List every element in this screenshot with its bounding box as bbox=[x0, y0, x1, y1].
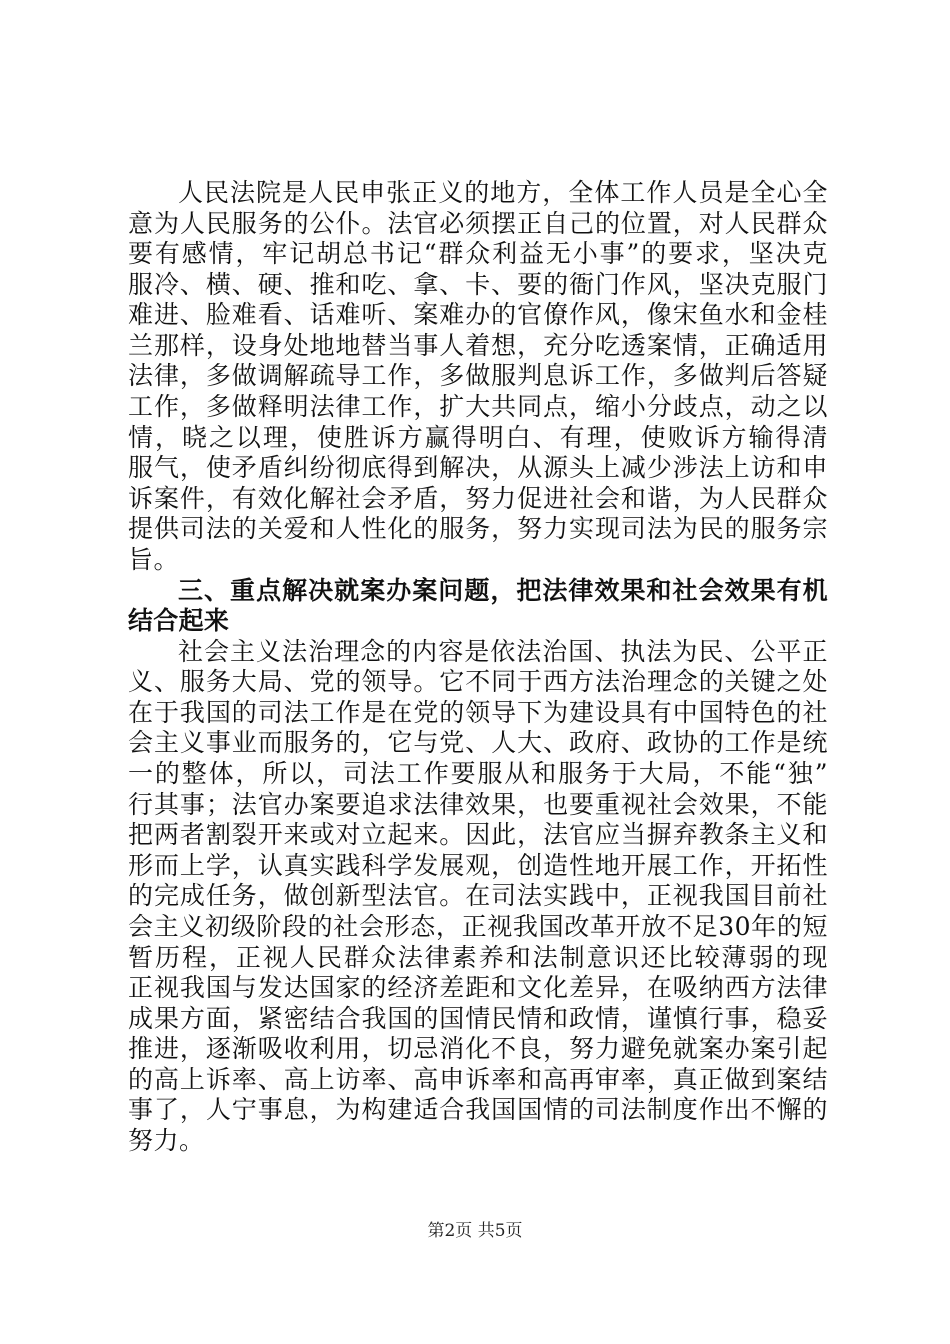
paragraph2-line: 推进，逐渐吸收利用，切忌消化不良，努力避免就案办案引起 bbox=[128, 1034, 828, 1064]
paragraph2-line: 事了，人宁事息，为构建适合我国国情的司法制度作出不懈的 bbox=[128, 1095, 828, 1125]
paragraph2-line: 正视我国与发达国家的经济差距和文化差异，在吸纳西方法律 bbox=[128, 973, 828, 1003]
paragraph1-line: 意为人民服务的公仆。法官必须摆正自己的位置，对人民群众 bbox=[128, 208, 828, 238]
paragraph1-line: 难进、脸难看、话难听、案难办的官僚作风，像宋鱼水和金桂 bbox=[128, 300, 828, 330]
paragraph2-line: 成果方面，紧密结合我国的国情民情和政情，谨慎行事，稳妥 bbox=[128, 1003, 828, 1033]
paragraph2-line: 形而上学，认真实践科学发展观，创造性地开展工作，开拓性 bbox=[128, 850, 828, 880]
paragraph2-line: 把两者割裂开来或对立起来。因此，法官应当摒弃教条主义和 bbox=[128, 820, 828, 850]
section-heading: 结合起来 bbox=[128, 606, 230, 636]
paragraph1-line: 服气，使矛盾纠纷彻底得到解决，从源头上减少涉法上访和申 bbox=[128, 453, 828, 483]
paragraph1-line: 法律，多做调解疏导工作，多做服判息诉工作，多做判后答疑 bbox=[128, 361, 828, 391]
paragraph2-line: 会主义事业而服务的，它与党、人大、政府、政协的工作是统 bbox=[128, 728, 828, 758]
paragraph1-line: 诉案件，有效化解社会矛盾，努力促进社会和谐，为人民群众 bbox=[128, 483, 828, 513]
paragraph2-line: 行其事；法官办案要追求法律效果，也要重视社会效果，不能 bbox=[128, 789, 828, 819]
paragraph2-line: 的高上诉率、高上访率、高申诉率和高再审率，真正做到案结 bbox=[128, 1064, 828, 1094]
paragraph1-line: 提供司法的关爱和人性化的服务，努力实现司法为民的服务宗 bbox=[128, 514, 828, 544]
paragraph2-line: 义、服务大局、党的领导。它不同于西方法治理念的关键之处 bbox=[128, 667, 828, 697]
paragraph2-line: 暂历程，正视人民群众法律素养和法制意识还比较薄弱的现 bbox=[128, 942, 828, 972]
paragraph2-line: 的完成任务，做创新型法官。在司法实践中，正视我国目前社 bbox=[128, 881, 828, 911]
paragraph1-line: 要有感情，牢记胡总书记“群众利益无小事”的要求，坚决克 bbox=[128, 239, 828, 269]
paragraph2-line: 在于我国的司法工作是在党的领导下为建设具有中国特色的社 bbox=[128, 697, 828, 727]
section-heading: 三、重点解决就案办案问题，把法律效果和社会效果有机 bbox=[178, 575, 828, 605]
paragraph1-line: 兰那样，设身处地地替当事人着想，充分吃透案情，正确适用 bbox=[128, 330, 828, 360]
page-number-footer: 第2页 共5页 bbox=[427, 1221, 523, 1241]
paragraph2-line: 社会主义法治理念的内容是依法治国、执法为民、公平正 bbox=[178, 636, 828, 666]
paragraph1-line: 旨。 bbox=[128, 544, 180, 574]
paragraph1-line: 工作，多做释明法律工作，扩大共同点，缩小分歧点，动之以 bbox=[128, 392, 828, 422]
paragraph2-line: 会主义初级阶段的社会形态，正视我国改革开放不足30年的短 bbox=[128, 911, 828, 941]
paragraph2-line: 努力。 bbox=[128, 1126, 205, 1155]
paragraph1-line: 服冷、横、硬、推和吃、拿、卡、要的衙门作风，坚决克服门 bbox=[128, 269, 828, 299]
paragraph1-line: 人民法院是人民申张正义的地方，全体工作人员是全心全 bbox=[178, 178, 828, 207]
paragraph2-line: 一的整体，所以，司法工作要服从和服务于大局，不能“独” bbox=[128, 759, 828, 789]
paragraph1-line: 情，晓之以理，使胜诉方赢得明白、有理，使败诉方输得清 bbox=[128, 422, 828, 452]
